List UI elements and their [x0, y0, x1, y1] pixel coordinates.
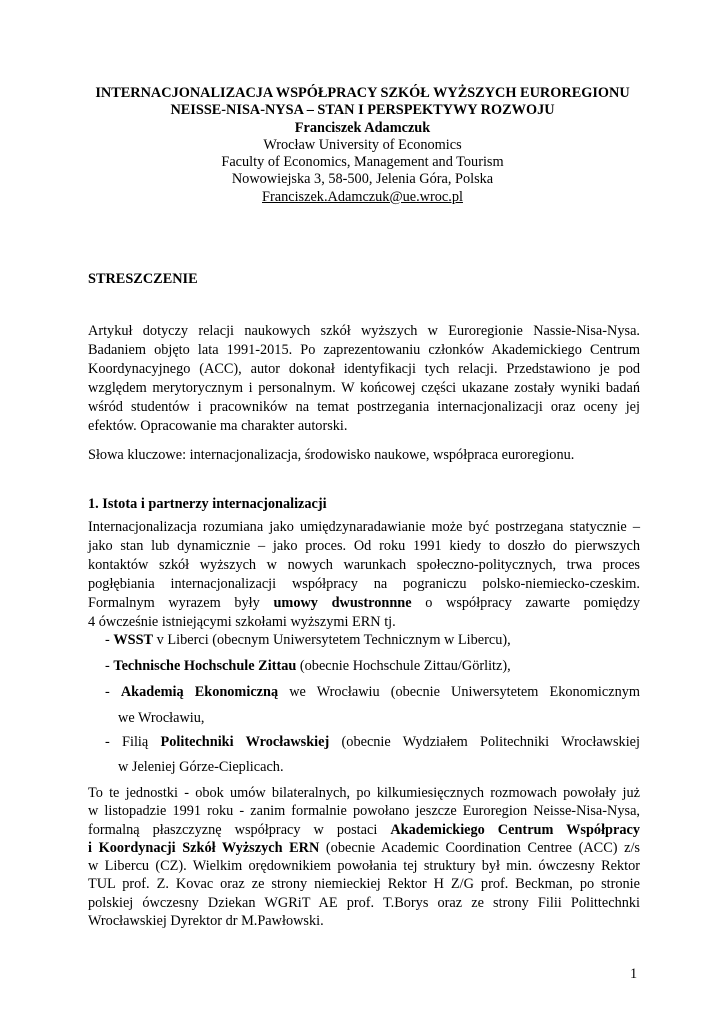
institution: Wrocław University of Economics — [263, 136, 462, 153]
list-item — [105, 657, 511, 676]
paragraph-line: TUL prof. Z. Kovac oraz ze strony niemieckiej Rektor H Z/G prof. Beckman, po stronie — [88, 876, 640, 893]
paragraph-line: Wrocławskiej Dyrektor dr M.Pawłowski. — [88, 913, 324, 930]
bold-term: Akademickiego Centrum Współpracy — [390, 821, 640, 838]
abstract-line: wśród studentów i pracowników na temat postrzegania internacjonalizacji oraz oceny jej — [88, 399, 640, 415]
list-bullet: - — [105, 684, 121, 700]
paragraph-line: jako stan lub dynamicznie – jako proces. Od roku 1991 kiedy to doszło do pierwszych — [88, 538, 640, 554]
email-link[interactable]: Franciszek.Adamczuk@ue.wroc.pl — [262, 188, 463, 205]
section-1-heading: 1. Istota i partnerzy internacjonalizacji — [88, 496, 327, 512]
abstract-line: Artykuł dotyczy relacji naukowych szkół wyższych w Euroregionie Nassie-Nisa-Nysa. — [88, 323, 640, 339]
paragraph-line: pogłębiania internacjonalizacji współpracy na pograniczu polsko-niemiecko-czeskim. — [88, 576, 640, 592]
section-1-paragraph-2 — [88, 784, 640, 930]
bold-term: Politechniki Wrocławskiej — [160, 734, 330, 750]
paragraph-line — [88, 594, 640, 613]
list-item-text: (obecnie Wydziałem Politechniki Wrocławskiej — [329, 734, 640, 750]
bold-term: i Koordynacji Szkół Wyższych ERN — [88, 839, 320, 856]
bold-term: umowy dwustronnne — [273, 595, 412, 611]
paragraph-line: 4 ówcześnie istniejącymi szkołami wyższymi ERN tj. — [88, 614, 396, 630]
abstract-line: względem merytorycznym i personalnym. W końcowej części ukazane zostały wyniki badań — [88, 380, 640, 396]
paper-header — [60, 85, 665, 206]
list-item-text: (obecnie Hochschule Zittau/Görlitz), — [296, 658, 511, 674]
text-run: formalną płaszczyznę współpracy w postaci — [88, 821, 391, 838]
text-run: Formalnym wyrazem były — [88, 595, 274, 611]
bold-term: Technische Hochschule Zittau — [113, 658, 297, 674]
list-item — [105, 631, 511, 650]
list-item — [105, 683, 640, 702]
list-item-text: we Wrocławiu (obecnie Uniwersytetem Ekonomicznym — [278, 684, 640, 700]
bold-term: Akademią Ekonomiczną — [120, 684, 279, 700]
list-bullet: - Filią — [105, 734, 161, 750]
title-line-1: INTERNACJONALIZACJA WSPÓŁPRACY SZKÓŁ WYŻSZYCH EUROREGIONU — [95, 85, 630, 101]
page-number: 1 — [630, 966, 638, 982]
abstract-heading: STRESZCZENIE — [88, 271, 198, 287]
address: Nowowiejska 3, 58-500, Jelenia Góra, Polska — [231, 171, 494, 188]
list-bullet: - — [105, 658, 114, 674]
author-name: Franciszek Adamczuk — [294, 119, 431, 136]
paragraph-line: To te jednostki - obok umów bilateralnych, po kilkumiesięcznych rozmowach powołały już — [88, 785, 640, 801]
paragraph-line — [88, 821, 640, 839]
paragraph-line: w Libercu (CZ). Wielkim orędownikiem powołania tej struktury był min. ówczesny Rektor — [88, 858, 640, 875]
paragraph-line: w listopadzie 1991 roku - zanim formalnie powołano jeszcze Euroregion Neisse-Nisa-Nysa, — [88, 803, 640, 820]
paragraph-line: polskiej ówczesny Dziekan WGRiT AE prof. T.Borys oraz ze strony Filii Polittechnki — [88, 894, 640, 911]
paragraph-line: kontaktów szkół wyższych w nowych warunkach społeczno-politycznych, trwa proces — [88, 557, 640, 573]
list-item-continuation: w Jeleniej Górze-Cieplicach. — [118, 759, 284, 775]
text-run: (obecnie Academic Coordination Centree (ACC) z/s — [319, 839, 640, 856]
list-item-text: v Liberci (obecnym Uniwersytetem Technicznym w Libercu), — [153, 632, 511, 648]
title-line-2: NEISSE-NISA-NYSA – STAN I PERSPEKTYWY ROZWOJU — [170, 102, 555, 119]
faculty: Faculty of Economics, Management and Tourism — [221, 154, 504, 171]
paragraph-line: Internacjonalizacja rozumiana jako umiędzynaradawianie może być postrzegana statycznie – — [88, 519, 640, 535]
abstract-line: Badaniem objęto lata 1991-2015. Po zaprezentowaniu członków Akademickiego Centrum — [88, 342, 640, 358]
bold-term: WSST — [113, 632, 154, 648]
keywords: Słowa kluczowe: internacjonalizacja, środowisko naukowe, współpraca euroregionu. — [88, 447, 575, 463]
list-item — [105, 733, 640, 752]
list-bullet: - — [105, 632, 114, 648]
abstract-line: efektów. Opracowanie ma charakter autorski. — [88, 418, 348, 434]
abstract-paragraph — [88, 322, 640, 436]
abstract-line: Koordynacyjnego (ACC), autor dokonał identyfikacji tych relacji. Przedstawiono je pod — [88, 361, 640, 377]
text-run: o współpracy zawarte pomiędzy — [411, 595, 641, 611]
list-item-continuation: we Wrocławiu, — [118, 710, 205, 726]
paragraph-line — [88, 839, 640, 857]
section-1-paragraph-1 — [88, 518, 640, 632]
